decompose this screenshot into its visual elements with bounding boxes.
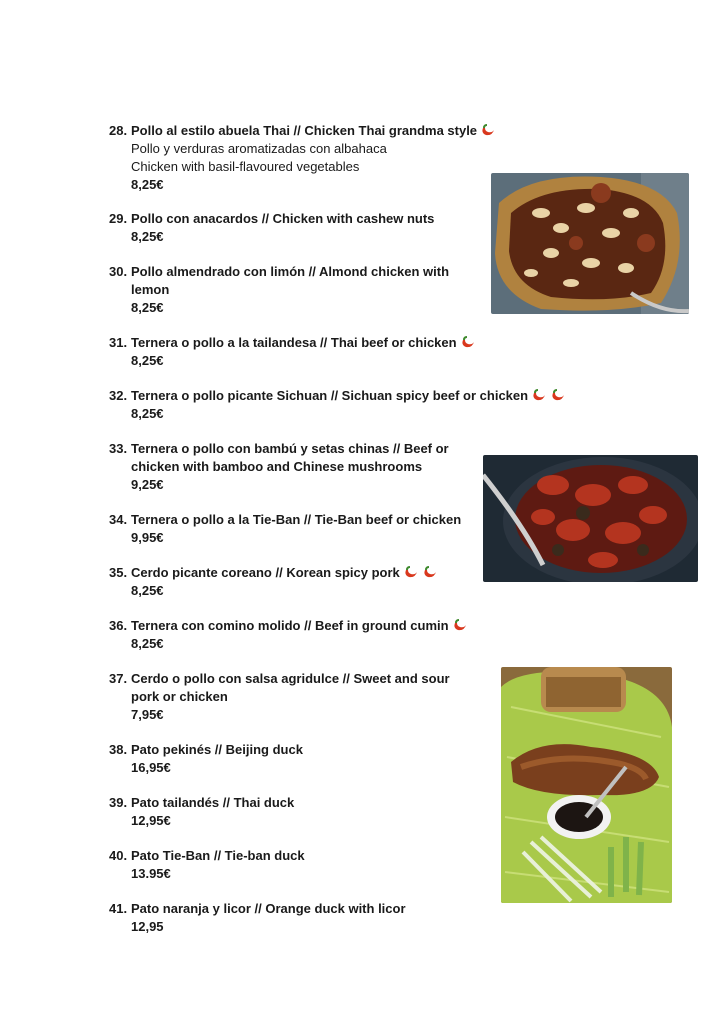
item-name: Ternera o pollo con bambú y setas chinas // Beef or chicken with bamboo and Chinese mushrooms: [131, 441, 449, 474]
duck-plate-photo: [501, 667, 672, 903]
item-name: Ternera o pollo a la Tie-Ban // Tie-Ban beef or chicken: [131, 512, 462, 527]
chili-pepper-icon: [422, 566, 438, 578]
item-price: 8,25€: [131, 300, 164, 315]
menu-item: [109, 440, 471, 494]
item-description: Pollo y verduras aromatizadas con albahaca: [131, 141, 387, 156]
item-price: 9,95€: [131, 530, 164, 545]
item-number: 41.: [109, 901, 128, 916]
item-name: Pollo almendrado con limón // Almond chicken with lemon: [131, 264, 450, 297]
item-price: 7,95€: [131, 707, 164, 722]
chili-pepper-icon: [460, 336, 476, 348]
item-name: Pato pekinés // Beijing duck: [131, 742, 303, 757]
item-name: Cerdo picante coreano // Korean spicy pork: [131, 565, 400, 580]
item-price: 8,25€: [131, 583, 164, 598]
chili-pepper-icon: [531, 389, 547, 401]
item-number: 40.: [109, 848, 128, 863]
item-price: 8,25€: [131, 229, 164, 244]
item-number: 29.: [109, 211, 128, 226]
chili-pepper-icon: [403, 566, 419, 578]
chili-pepper-icon: [480, 124, 496, 136]
item-price: 8,25€: [131, 406, 164, 421]
item-name: Pollo con anacardos // Chicken with cashew nuts: [131, 211, 435, 226]
item-name: Pato tailandés // Thai duck: [131, 795, 295, 810]
item-description: Chicken with basil-flavoured vegetables: [131, 159, 360, 174]
chili-pepper-icon: [452, 619, 468, 631]
item-number: 33.: [109, 441, 128, 456]
item-price: 8,25€: [131, 177, 164, 192]
item-price: 8,25€: [131, 353, 164, 368]
menu-item: [109, 263, 469, 317]
menu-item: [109, 617, 589, 653]
item-number: 36.: [109, 618, 128, 633]
item-name: Ternera con comino molido // Beef in ground cumin: [131, 618, 449, 633]
item-name: Pollo al estilo abuela Thai // Chicken Thai grandma style: [131, 123, 478, 138]
menu-item: [109, 900, 589, 936]
item-number: 32.: [109, 388, 128, 403]
menu-item: [109, 670, 469, 724]
item-price: 13.95€: [131, 866, 171, 881]
item-number: 39.: [109, 795, 128, 810]
item-name: Pato naranja y licor // Orange duck with licor: [131, 901, 406, 916]
item-number: 28.: [109, 123, 128, 138]
item-price: 12,95: [131, 919, 164, 934]
item-number: 37.: [109, 671, 128, 686]
item-number: 30.: [109, 264, 128, 279]
item-name: Pato Tie-Ban // Tie-ban duck: [131, 848, 305, 863]
item-number: 34.: [109, 512, 128, 527]
item-price: 9,25€: [131, 477, 164, 492]
item-name: Ternera o pollo a la tailandesa // Thai beef or chicken: [131, 335, 457, 350]
item-name: Ternera o pollo picante Sichuan // Sichuan spicy beef or chicken: [131, 388, 529, 403]
item-price: 16,95€: [131, 760, 171, 775]
chili-pepper-icon: [550, 389, 566, 401]
item-name: Cerdo o pollo con salsa agridulce // Sweet and sour pork or chicken: [131, 671, 450, 704]
cashew-chicken-photo: [491, 173, 689, 314]
menu-item: [109, 387, 599, 423]
item-price: 12,95€: [131, 813, 171, 828]
item-price: 8,25€: [131, 636, 164, 651]
item-number: 35.: [109, 565, 128, 580]
bamboo-mushroom-beef-photo: [483, 455, 698, 582]
item-number: 31.: [109, 335, 128, 350]
menu-item: [109, 334, 589, 370]
item-number: 38.: [109, 742, 128, 757]
